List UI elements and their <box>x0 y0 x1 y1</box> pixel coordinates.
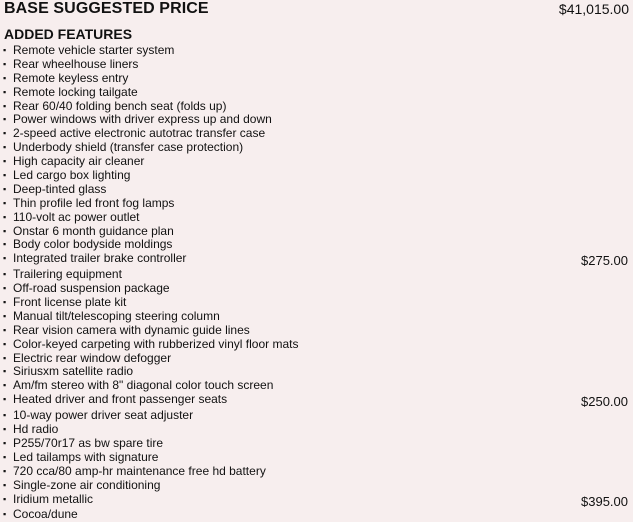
list-item <box>3 423 629 437</box>
feature-label: Rear 60/40 folding bench seat (folds up) <box>13 98 227 113</box>
bullet-icon: ▪ <box>3 509 7 520</box>
base-price-row <box>4 0 629 18</box>
bullet-icon: ▪ <box>3 269 7 280</box>
feature-label: 2-speed active electronic autotrac transfer case <box>13 126 266 141</box>
list-item <box>3 252 629 268</box>
list-item <box>3 310 629 324</box>
bullet-icon: ▪ <box>3 424 7 435</box>
added-features-list <box>3 44 629 522</box>
bullet-icon: ▪ <box>3 451 7 462</box>
feature-label: Single-zone air conditioning <box>13 477 161 492</box>
feature-label: Power windows with driver express up and down <box>13 112 272 127</box>
list-item <box>3 352 629 366</box>
bullet-icon: ▪ <box>3 225 7 236</box>
feature-label: Rear wheelhouse liners <box>13 56 139 71</box>
list-item <box>3 296 629 310</box>
bullet-icon: ▪ <box>3 437 7 448</box>
feature-label: Front license plate kit <box>13 295 127 310</box>
feature-label: Trailering equipment <box>13 267 122 282</box>
bullet-icon: ▪ <box>3 310 7 321</box>
list-item <box>3 238 629 252</box>
list-item <box>3 409 629 423</box>
feature-label: Remote keyless entry <box>13 70 129 85</box>
bullet-icon: ▪ <box>3 324 7 335</box>
list-item <box>3 183 629 197</box>
feature-label: Heated driver and front passenger seats <box>13 392 228 407</box>
list-item <box>3 113 629 127</box>
feature-label: Led tailamps with signature <box>13 449 159 464</box>
list-item <box>3 169 629 183</box>
feature-label: Underbody shield (transfer case protection) <box>13 140 244 155</box>
feature-label: 10-way power driver seat adjuster <box>13 408 194 423</box>
list-item <box>3 127 629 141</box>
list-item <box>3 211 629 225</box>
list-item <box>3 338 629 352</box>
feature-label: Am/fm stereo with 8" diagonal color touch screen <box>13 378 274 393</box>
bullet-icon: ▪ <box>3 283 7 294</box>
feature-label: Remote locking tailgate <box>13 84 138 99</box>
feature-label: Electric rear window defogger <box>13 350 172 365</box>
list-item <box>3 465 629 479</box>
feature-label: Hd radio <box>13 422 59 437</box>
base-price-label: BASE SUGGESTED PRICE <box>4 0 209 17</box>
feature-label: Body color bodyside moldings <box>13 237 173 252</box>
feature-label: Remote vehicle starter system <box>13 43 175 57</box>
list-item <box>3 155 629 169</box>
list-item <box>3 58 629 72</box>
bullet-icon: ▪ <box>3 45 7 55</box>
list-item <box>3 44 629 58</box>
feature-price: $395.00 <box>581 493 628 509</box>
bullet-icon: ▪ <box>3 394 7 405</box>
feature-label: Siriusxm satellite radio <box>13 364 134 379</box>
list-item <box>3 268 629 282</box>
bullet-icon: ▪ <box>3 100 7 111</box>
bullet-icon: ▪ <box>3 142 7 153</box>
feature-label: Color-keyed carpeting with rubberized vinyl floor mats <box>13 336 299 351</box>
bullet-icon: ▪ <box>3 410 7 421</box>
feature-label: Led cargo box lighting <box>13 168 131 183</box>
list-item <box>3 141 629 155</box>
list-item <box>3 393 629 409</box>
list-item <box>3 437 629 451</box>
bullet-icon: ▪ <box>3 239 7 250</box>
list-item <box>3 493 629 509</box>
feature-label: 110-volt ac power outlet <box>13 209 140 224</box>
list-item <box>3 379 629 393</box>
bullet-icon: ▪ <box>3 183 7 194</box>
bullet-icon: ▪ <box>3 211 7 222</box>
list-item <box>3 86 629 100</box>
bullet-icon: ▪ <box>3 58 7 69</box>
bullet-icon: ▪ <box>3 197 7 208</box>
bullet-icon: ▪ <box>3 253 7 264</box>
bullet-icon: ▪ <box>3 170 7 181</box>
feature-price: $275.00 <box>581 253 628 269</box>
list-item <box>3 282 629 296</box>
bullet-icon: ▪ <box>3 465 7 476</box>
feature-label: Iridium metallic <box>13 491 94 506</box>
feature-label: 720 cca/80 amp-hr maintenance free hd battery <box>13 463 266 478</box>
feature-label: Deep-tinted glass <box>13 181 107 196</box>
feature-label: High capacity air cleaner <box>13 154 145 169</box>
feature-label: Integrated trailer brake controller <box>13 251 187 266</box>
bullet-icon: ▪ <box>3 338 7 349</box>
list-item <box>3 197 629 211</box>
bullet-icon: ▪ <box>3 479 7 490</box>
feature-price: $250.00 <box>581 394 628 410</box>
bullet-icon: ▪ <box>3 128 7 139</box>
bullet-icon: ▪ <box>3 86 7 97</box>
feature-label: Thin profile led front fog lamps <box>13 195 175 210</box>
bullet-icon: ▪ <box>3 380 7 391</box>
list-item <box>3 451 629 465</box>
added-features-title: ADDED FEATURES <box>4 26 133 42</box>
bullet-icon: ▪ <box>3 297 7 308</box>
list-item <box>3 100 629 114</box>
feature-label: Cocoa/dune <box>13 507 78 522</box>
feature-label: Manual tilt/telescoping steering column <box>13 308 220 323</box>
bullet-icon: ▪ <box>3 72 7 83</box>
feature-label: Onstar 6 month guidance plan <box>13 223 174 238</box>
bullet-icon: ▪ <box>3 114 7 125</box>
list-item <box>3 479 629 493</box>
list-item <box>3 225 629 239</box>
bullet-icon: ▪ <box>3 352 7 363</box>
feature-label: P255/70r17 as bw spare tire <box>13 435 164 450</box>
bullet-icon: ▪ <box>3 156 7 167</box>
feature-label: Off-road suspension package <box>13 281 170 296</box>
feature-label: Rear vision camera with dynamic guide lines <box>13 322 250 337</box>
bullet-icon: ▪ <box>3 493 7 504</box>
base-price-value: $41,015.00 <box>558 1 629 17</box>
list-item <box>3 324 629 338</box>
list-item <box>3 365 629 379</box>
bullet-icon: ▪ <box>3 366 7 377</box>
list-item <box>3 72 629 86</box>
